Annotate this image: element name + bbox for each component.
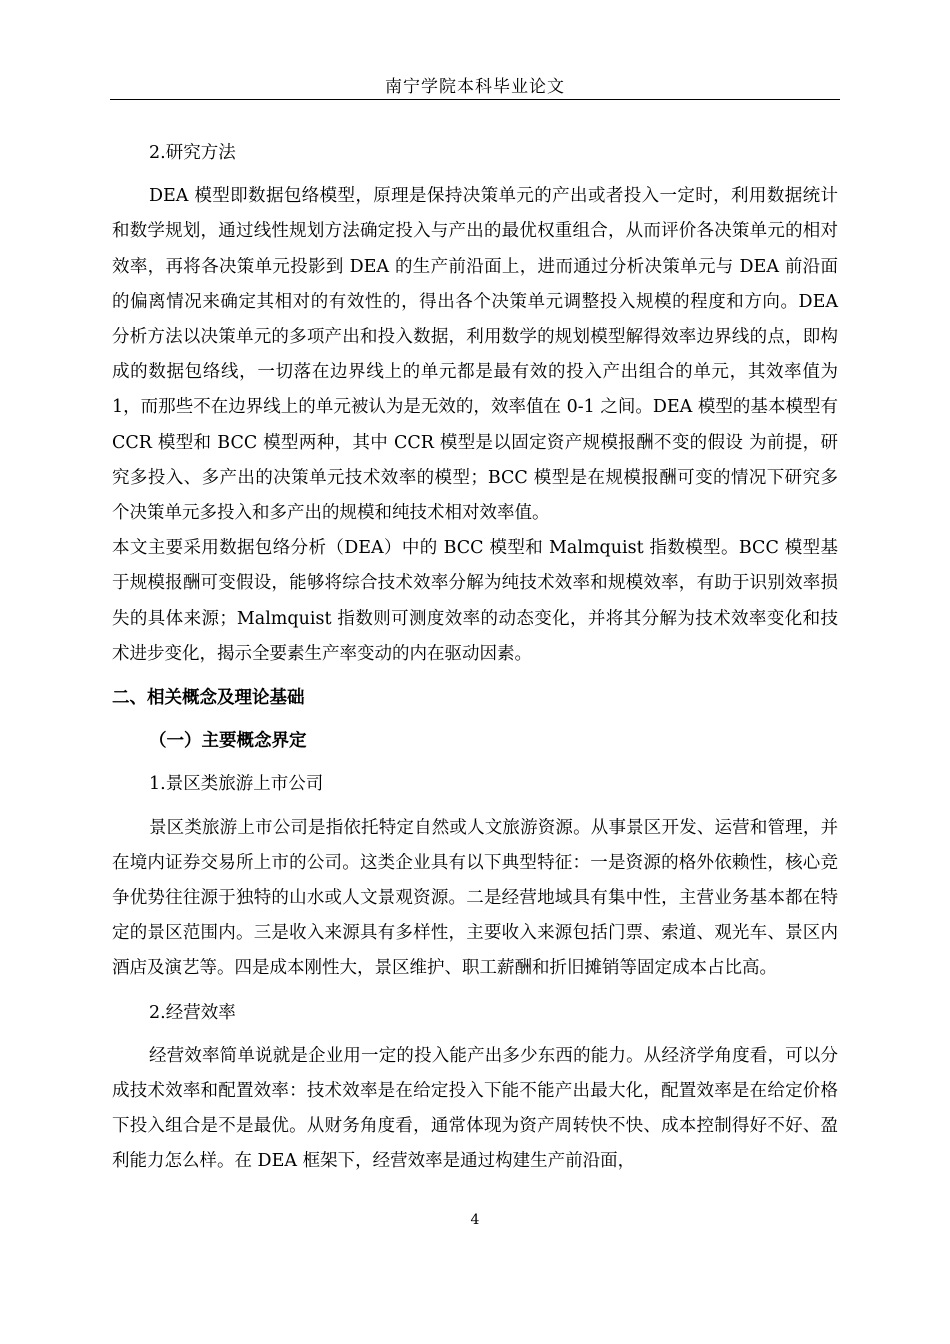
paragraph-operating-efficiency: 经营效率简单说就是企业用一定的投入能产出多少东西的能力。从经济学角度看，可以分成技术效率和配置效率：技术效率是在给定投入下能不能产出最大化，配置效率是在给定价格下投入组合是不是最优。从财务角度看，通常体现为资产周转快不快、成本控制得好不好、盈利能力怎么样。在 DEA 框架下，经营效率是通过构建生产前沿面，: [112, 1045, 838, 1172]
paragraph-dea-model: DEA 模型即数据包络模型，原理是保持决策单元的产出或者投入一定时，利用数据统计和数学规划，通过线性规划方法确定投入与产出的最优权重组合，从而评价各决策单元的相对效率，再将各决策单元投影到 DEA 的生产前沿面上，进而通过分析决策单元与 DEA 前沿面的偏离情况来确定其相对的有效性的，得出各个决策单元调整投入规模的程度和方向。DEA 分析方法以决策单元的多项产出和投入数据，利用数学的规划模型解得效率边界线的点，即构成的数据包络线，一切落在边界线上的单元都是最有效的投入产出组合的单元，其效率值为 1，而那些不在边界线上的单元被认为是无效的，效率值在 0-1 之间。DEA 模型的基本模型有 CCR 模型和 BCC 模型两种，其中 CCR 模型是以固定资产规模报酬不变的假设 为前提，研究多投入、多产出的决策单元技术效率的模型；BCC 模型是在规模报酬可变的情况下研究多个决策单元多投入和多产出的规模和纯技术相对效率值。: [112, 186, 838, 524]
chapter-heading: 二、相关概念及理论基础: [112, 688, 305, 709]
subsection-heading-scenic-companies: 1.景区类旅游上市公司: [149, 774, 324, 795]
page-body: [112, 136, 838, 1180]
page-number: 4: [470, 1212, 480, 1228]
paragraph-scenic-companies: 景区类旅游上市公司是指依托特定自然或人文旅游资源。从事景区开发、运营和管理，并在境内证券交易所上市的公司。这类企业具有以下典型特征：一是资源的格外依赖性，核心竞争优势往往源于独特的山水或人文景观资源。二是经营地域具有集中性，主营业务基本都在特定的景区范围内。三是收入来源具有多样性，主要收入来源包括门票、索道、观光车、景区内酒店及演艺等。四是成本刚性大，景区维护、职工薪酬和折旧摊销等固定成本占比高。: [112, 817, 838, 979]
paragraph-bcc-malmquist: 本文主要采用数据包络分析（DEA）中的 BCC 模型和 Malmquist 指数模型。BCC 模型基于规模报酬可变假设，能够将综合技术效率分解为纯技术效率和规模效率，有助于识别效率损失的具体来源；Malmquist 指数则可测度效率的动态变化，并将其分解为技术效率变化和技术进步变化，揭示全要素生产率变动的内在驱动因素。: [112, 538, 838, 664]
subsection-heading-operating-efficiency: 2.经营效率: [149, 1002, 236, 1023]
subsection-heading-research-method: 2.研究方法: [149, 143, 236, 163]
running-header: 南宁学院本科毕业论文: [385, 77, 565, 97]
section-heading: （一）主要概念界定: [149, 731, 307, 752]
header-divider: [110, 99, 840, 100]
